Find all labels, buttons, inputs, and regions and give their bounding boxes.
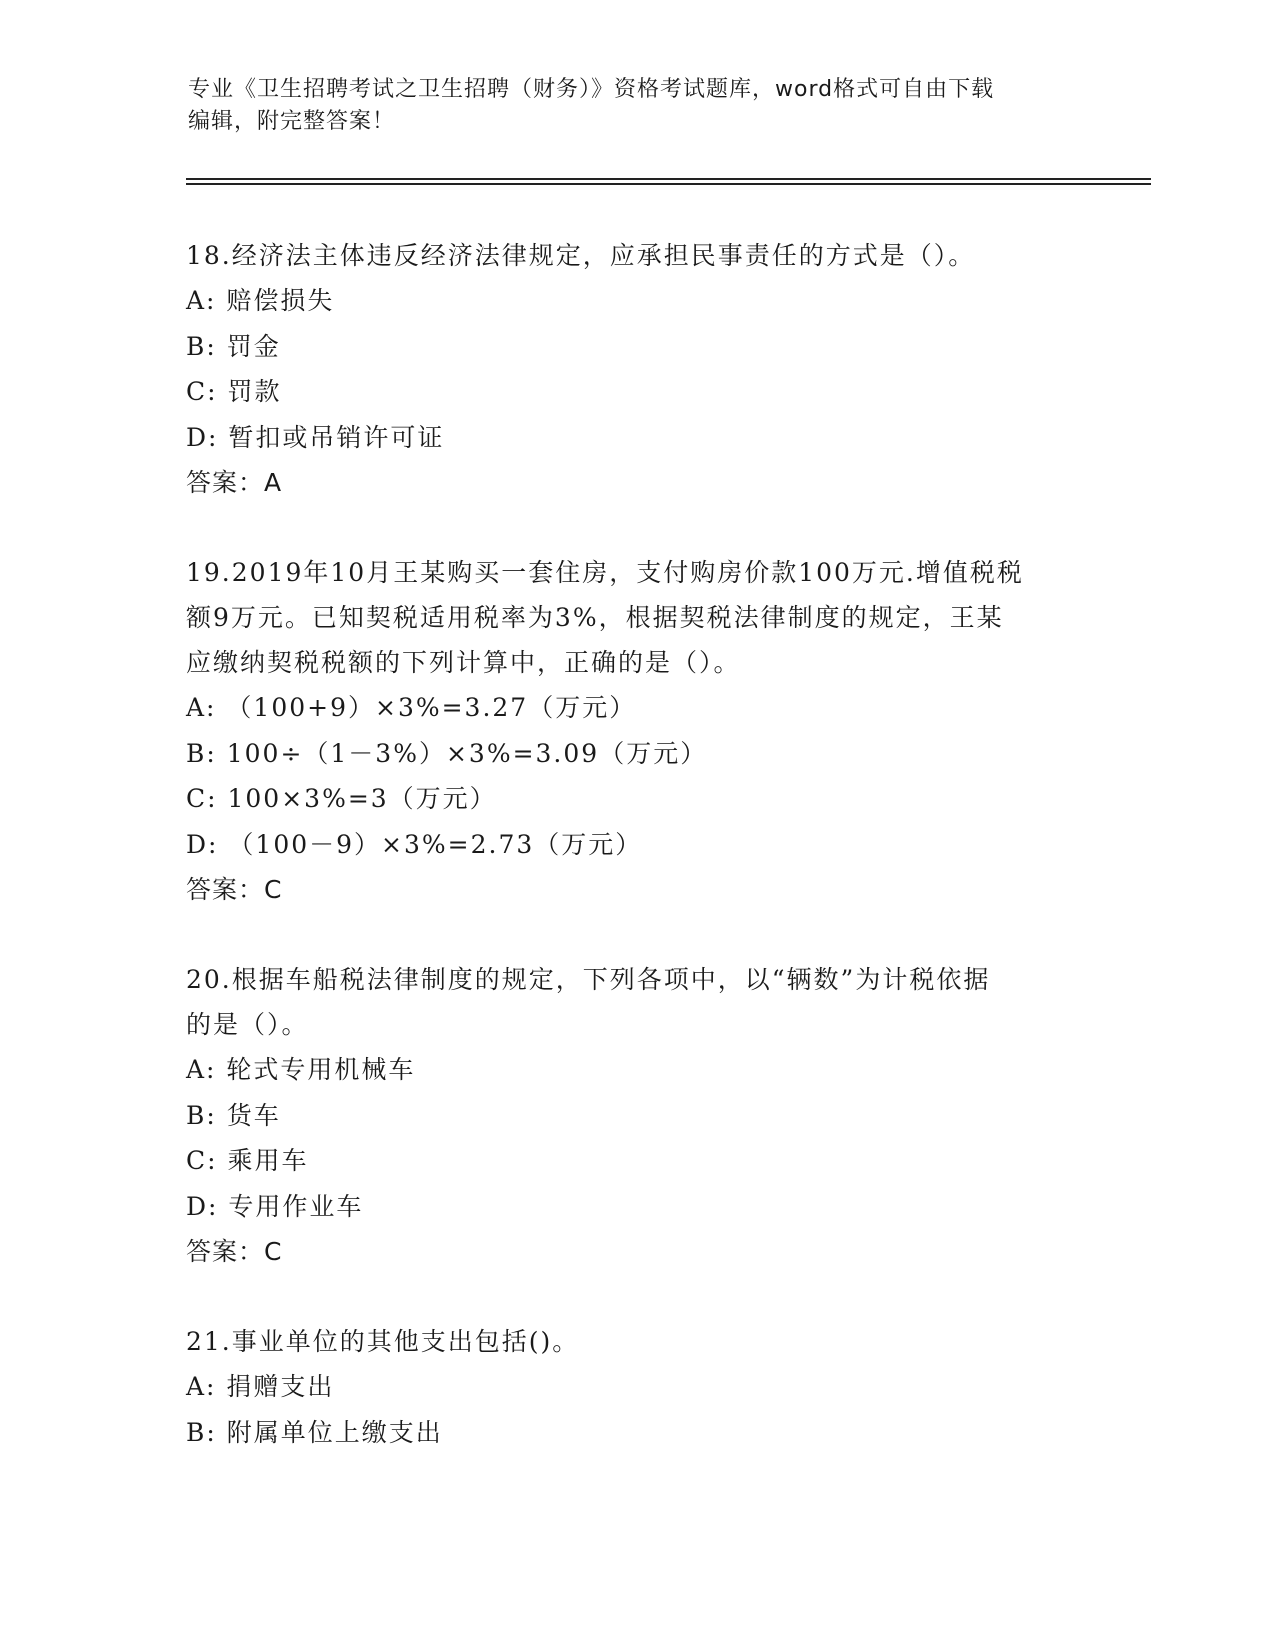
question-stem-line-2: 额9万元。已知契税适用税率为3%，根据契税法律制度的规定，王某	[186, 603, 1004, 632]
question-spacer	[186, 912, 1086, 957]
option-c: C: 100×3%=3（万元）	[186, 784, 497, 813]
option-b: B: 100÷（1－3%）×3%=3.09（万元）	[186, 738, 708, 768]
question-stem-line-1: 20.根据车船税法律制度的规定，下列各项中，以“辆数”为计税依据	[186, 965, 991, 994]
answer-line: 答案：A	[186, 468, 283, 497]
question-stem-line-1: 19.2019年10月王某购买一套住房，支付购房价款100万元.增值税税	[186, 558, 1024, 587]
question-spacer	[186, 505, 1086, 550]
question-18	[186, 233, 1086, 505]
question-list	[186, 233, 1086, 1455]
option-d: D: 暂扣或吊销许可证	[186, 422, 445, 452]
option-a: A: 轮式专用机械车	[186, 1055, 416, 1084]
question-21	[186, 1319, 1086, 1455]
header-divider-top	[186, 178, 1151, 180]
option-b: B: 附属单位上缴支出	[186, 1417, 443, 1447]
question-stem: 21.事业单位的其他支出包括()。	[186, 1327, 580, 1356]
question-spacer	[186, 1274, 1086, 1319]
option-d: D: （100－9）×3%=2.73（万元）	[186, 829, 643, 859]
question-19	[186, 550, 1086, 912]
question-stem: 18.经济法主体违反经济法律规定，应承担民事责任的方式是（）。	[186, 241, 976, 270]
option-a: A: 捐赠支出	[186, 1372, 335, 1401]
option-a: A: 赔偿损失	[186, 286, 335, 315]
header-line-1: 专业《卫生招聘考试之卫生招聘（财务）》资格考试题库，word格式可自由下载	[188, 77, 995, 102]
question-stem-line-3: 应缴纳契税税额的下列计算中，正确的是（）。	[186, 648, 741, 677]
header-line-2: 编辑，附完整答案！	[188, 109, 396, 134]
option-c: C: 罚款	[186, 377, 282, 406]
question-stem-line-2: 的是（）。	[186, 1010, 309, 1039]
answer-line: 答案：C	[186, 1237, 283, 1266]
document-header	[188, 74, 1088, 138]
option-c: C: 乘用车	[186, 1146, 309, 1175]
question-20	[186, 957, 1086, 1274]
answer-line: 答案：C	[186, 875, 283, 904]
option-b: B: 货车	[186, 1100, 281, 1130]
header-divider-bottom	[186, 183, 1151, 185]
option-d: D: 专用作业车	[186, 1191, 364, 1221]
option-a: A: （100+9）×3%=3.27（万元）	[186, 693, 637, 722]
option-b: B: 罚金	[186, 331, 281, 361]
